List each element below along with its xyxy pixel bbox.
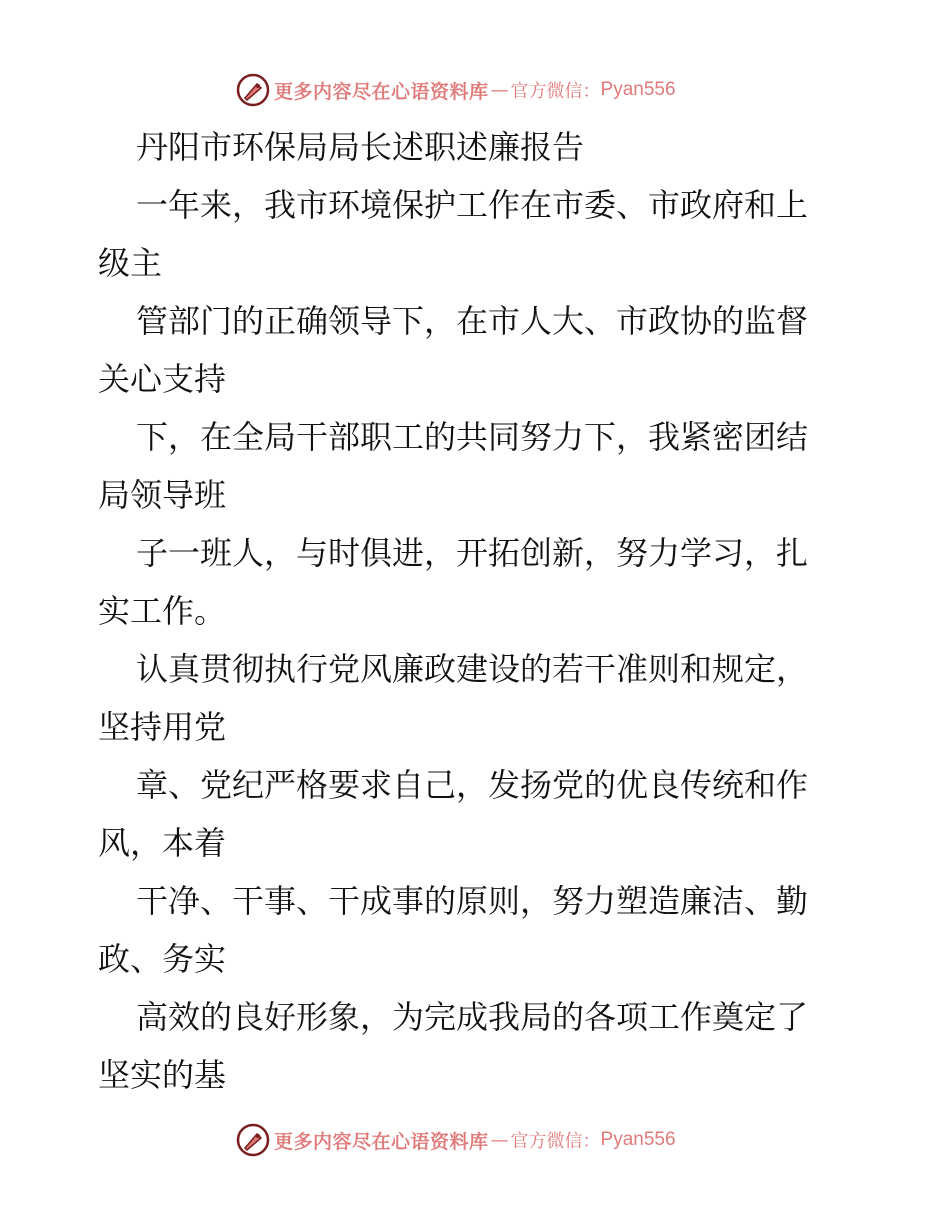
banner-wechat-id: Pyan556 bbox=[600, 79, 676, 100]
text-line: 高效的良好形象，为完成我局的各项工作奠定了 bbox=[136, 998, 809, 1036]
banner-wechat-id: Pyan556 bbox=[600, 1129, 676, 1150]
footer-banner bbox=[236, 1120, 676, 1160]
text-line: 局领导班 bbox=[98, 476, 227, 514]
text-line: 坚实的基 bbox=[98, 1056, 227, 1094]
banner-main-text: 更多内容尽在心语资料库 bbox=[274, 1130, 489, 1153]
text-line: 干净、干事、干成事的原则，努力塑造廉洁、勤 bbox=[136, 882, 809, 920]
text-line: 坚持用党 bbox=[98, 708, 227, 746]
text-line: 关心支持 bbox=[98, 360, 227, 398]
text-line: 实工作。 bbox=[98, 592, 227, 630]
document-title: 丹阳市环保局局长述职述廉报告 bbox=[136, 128, 585, 166]
text-line: 下，在全局干部职工的共同努力下，我紧密团结 bbox=[136, 418, 809, 456]
pen-nib-logo-icon bbox=[236, 73, 270, 107]
text-line: 章、党纪严格要求自己，发扬党的优良传统和作 bbox=[136, 766, 809, 804]
text-line: 一年来，我市环境保护工作在市委、市政府和上 bbox=[136, 186, 809, 224]
banner-separator: — bbox=[490, 1129, 509, 1151]
pen-nib-logo-icon bbox=[236, 1123, 270, 1157]
text-line: 子一班人，与时俱进，开拓创新，努力学习，扎 bbox=[136, 534, 809, 572]
text-line: 级主 bbox=[98, 244, 163, 282]
header-banner bbox=[236, 70, 676, 110]
banner-main-text: 更多内容尽在心语资料库 bbox=[274, 80, 489, 103]
banner-wechat-label: 官方微信： bbox=[510, 1131, 601, 1152]
text-line: 政、务实 bbox=[98, 940, 227, 978]
banner-wechat-label: 官方微信： bbox=[510, 81, 601, 102]
text-line: 管部门的正确领导下，在市人大、市政协的监督 bbox=[136, 302, 809, 340]
text-line: 认真贯彻执行党风廉政建设的若干准则和规定， bbox=[136, 650, 809, 688]
text-line: 风，本着 bbox=[98, 824, 227, 862]
banner-separator: — bbox=[490, 79, 509, 101]
